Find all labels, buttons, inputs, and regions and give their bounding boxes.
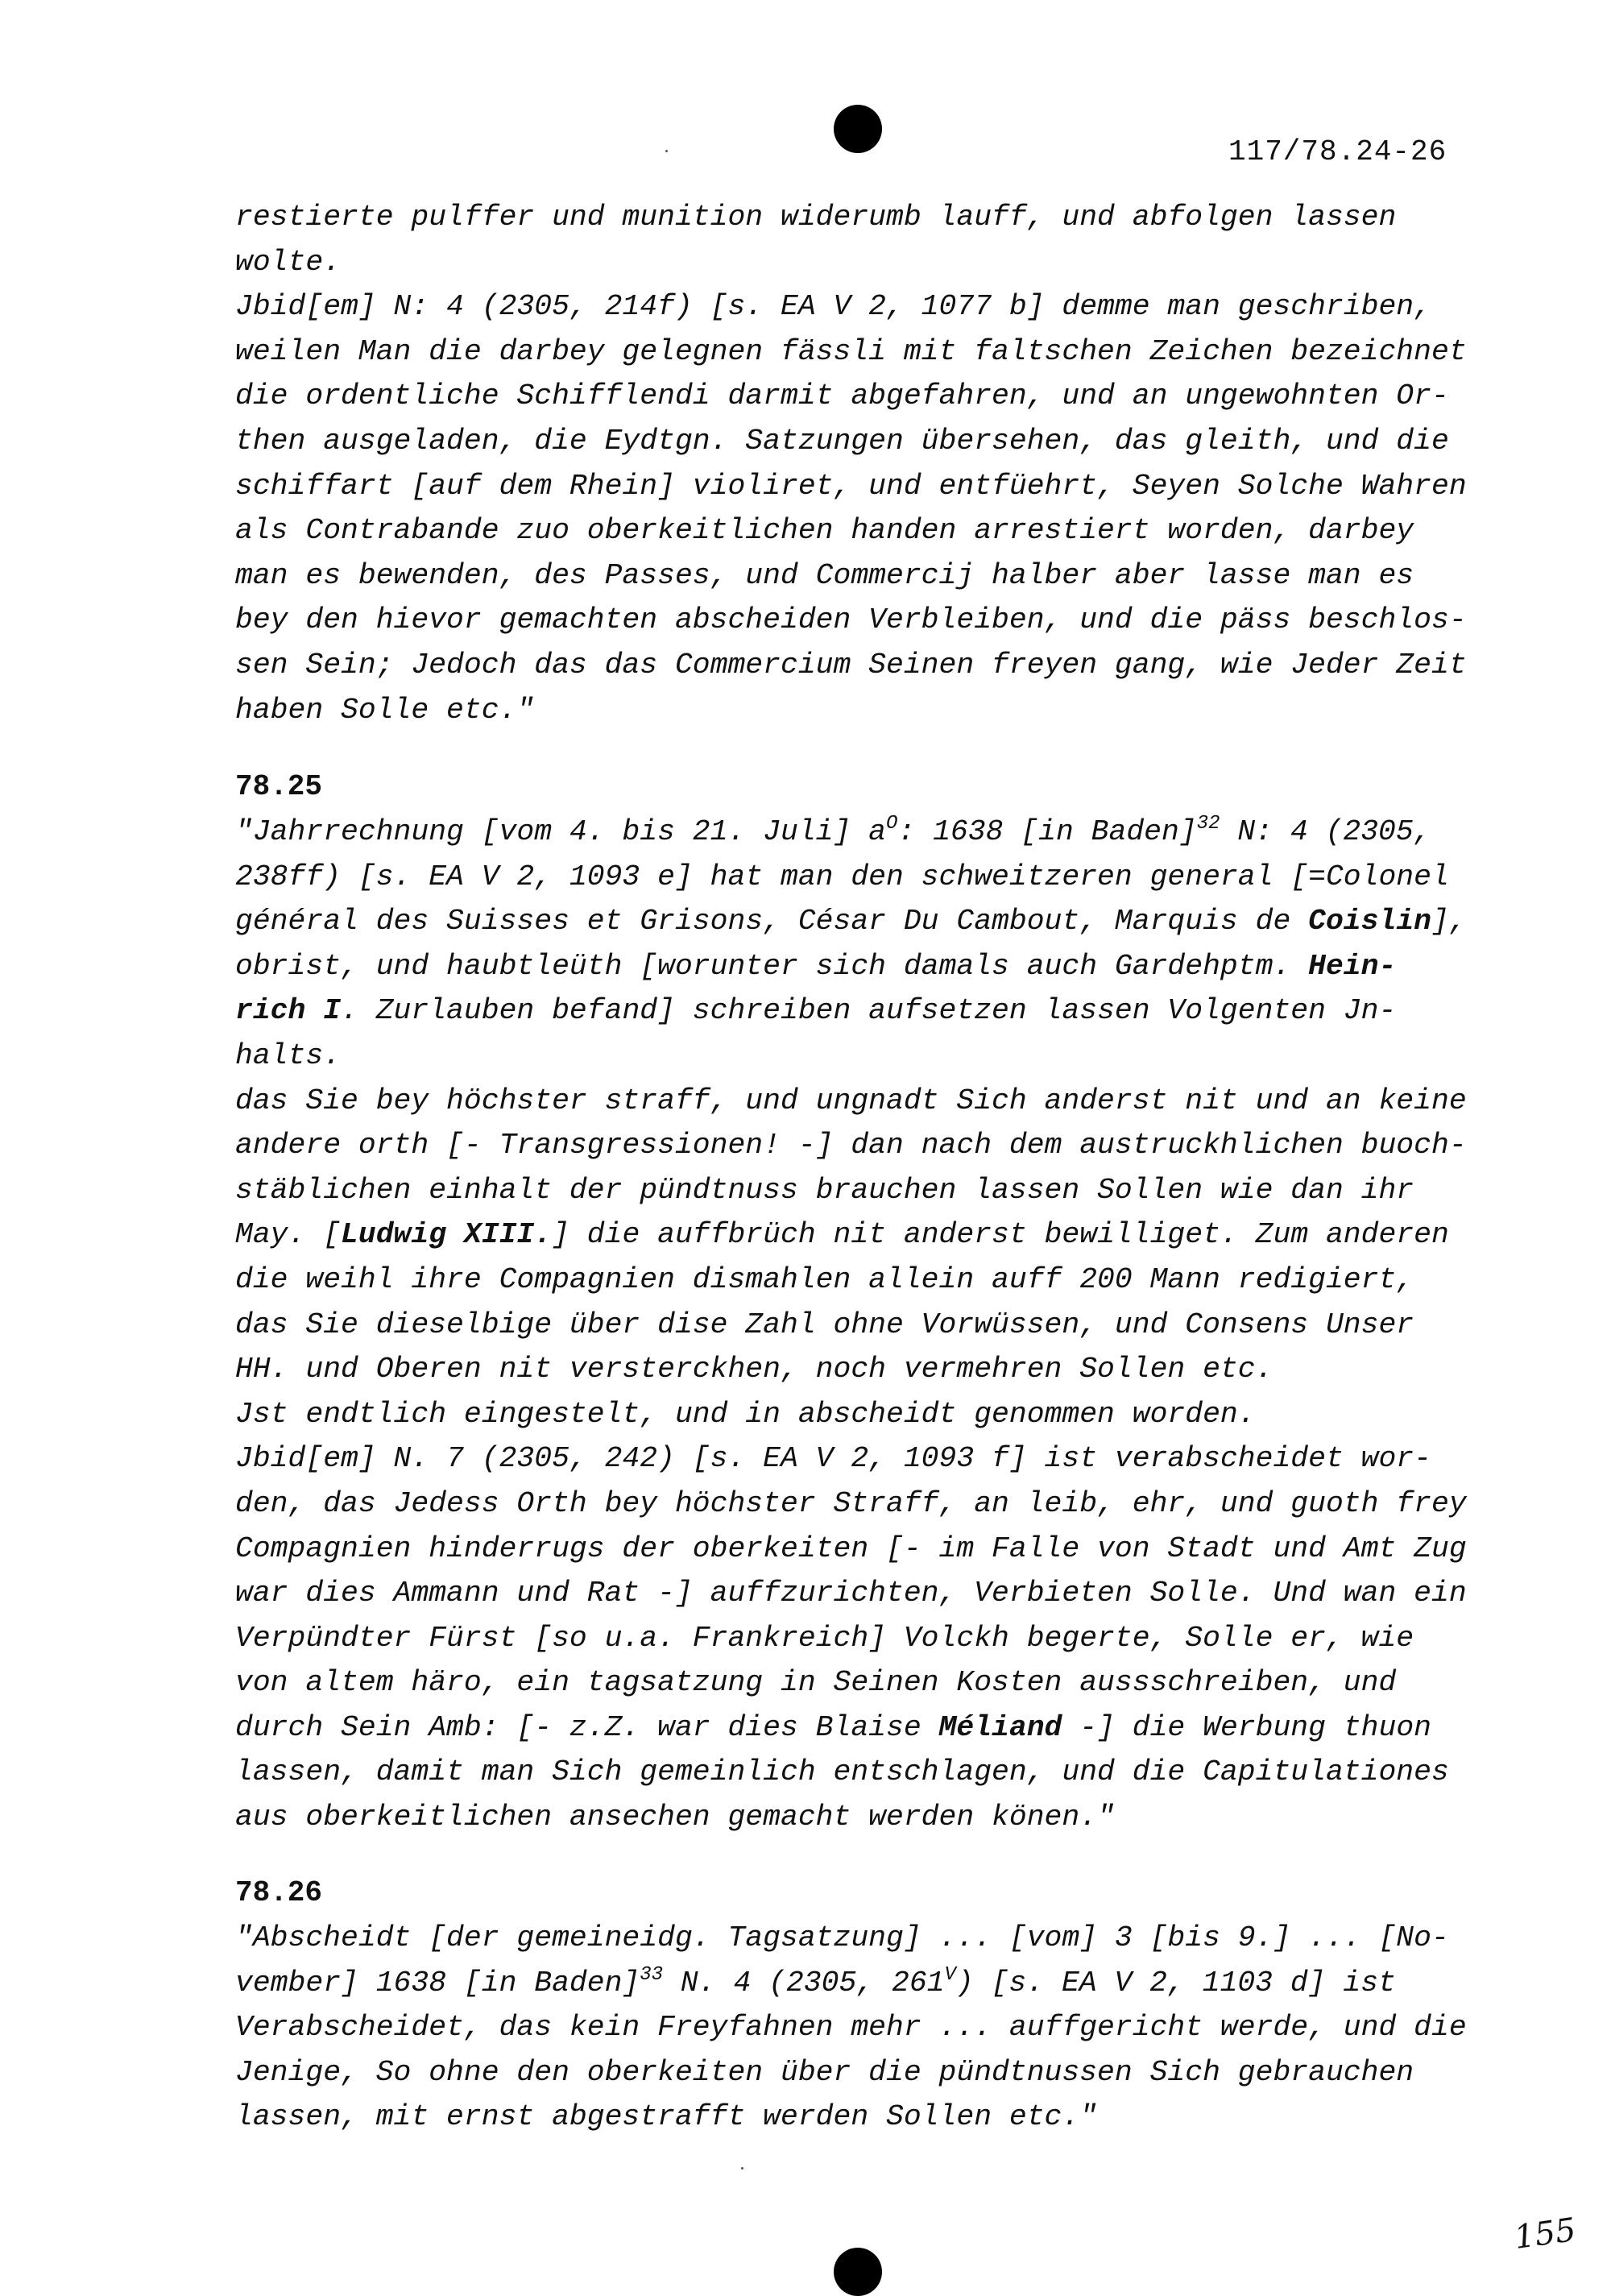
text-line xyxy=(235,374,1467,419)
superscript: 32 xyxy=(1196,813,1220,835)
text-line xyxy=(235,1660,1467,1705)
text-run: général des Suisses et Grisons, César Du Cambout, Marquis de xyxy=(235,905,1309,939)
text-run: bey den hievor gemachten abscheiden Verbleiben, und die päss beschlos- xyxy=(235,603,1467,637)
text-line xyxy=(235,1436,1467,1482)
text-run: Jbid[em] N. 7 (2305, 242) [s. EA V 2, 1093 f] ist verabscheidet wor- xyxy=(235,1442,1431,1476)
text-line xyxy=(235,1079,1467,1124)
text-line xyxy=(235,598,1467,643)
text-line xyxy=(235,1034,1467,1079)
text-run: den, das Jedess Orth bey höchster Straff, an leib, ehr, und guoth frey xyxy=(235,1486,1467,1520)
text-run: obrist, und haubtleüth [worunter sich damals auch Gardehptm. xyxy=(235,949,1309,983)
text-line xyxy=(235,240,1467,285)
text-line xyxy=(235,643,1467,688)
section-body xyxy=(235,195,1467,732)
text-run: Verpündter Fürst [so u.a. Frankreich] Volckh begerte, Solle er, wie xyxy=(235,1621,1414,1655)
text-run: then ausgeladen, die Eydtgn. Satzungen übersehen, das gleith, und die xyxy=(235,424,1449,458)
text-run: schiffart [auf dem Rhein] violiret, und entfüehrt, Seyen Solche Wahren xyxy=(235,469,1467,503)
handwritten-page-number: 155 xyxy=(1512,2211,1579,2257)
bold-name: Coislin xyxy=(1308,905,1431,939)
text-run: die ordentliche Schifflendi darmit abgefahren, und an ungewohnten Or- xyxy=(235,379,1449,413)
section-body xyxy=(235,1916,1467,2140)
text-run: weilen Man die darbey gelegnen fässli mit faltschen Zeichen bezeichnet xyxy=(235,334,1467,368)
text-line xyxy=(235,1616,1467,1661)
text-line xyxy=(235,1961,1467,2006)
scan-speck xyxy=(665,150,668,152)
text-run: Jst endtlich eingestelt, und in abscheidt genommen worden. xyxy=(235,1397,1256,1431)
text-run: andere orth [- Transgressionen! -] dan nach dem austruckhlichen buoch- xyxy=(235,1129,1467,1163)
text-line xyxy=(235,1750,1467,1795)
punch-hole-top xyxy=(834,105,882,153)
text-line xyxy=(235,688,1467,733)
text-run: lassen, damit man Sich gemeinlich entschlagen, und die Capitulationes xyxy=(235,1755,1449,1789)
punch-hole-bottom xyxy=(834,2248,882,2296)
text-run: als Contrabande zuo oberkeitlichen handen arrestiert worden, darbey xyxy=(235,514,1414,548)
text-line xyxy=(235,508,1467,553)
text-run: Jenige, So ohne den oberkeiten über die pündtnussen Sich gebrauchen xyxy=(235,2055,1414,2089)
text-line xyxy=(235,855,1467,900)
superscript: 33 xyxy=(640,1963,664,1986)
text-run: ) [s. EA V 2, 1103 d] ist xyxy=(955,1966,1396,2000)
section-heading: 78.26 xyxy=(235,1876,323,1909)
text-run: "Jahrrechnung [vom 4. bis 21. Juli] a xyxy=(235,815,887,848)
text-line xyxy=(235,2095,1467,2140)
text-line xyxy=(235,1347,1467,1392)
text-line xyxy=(235,329,1467,375)
text-run: stäblichen einhalt der pündtnuss brauchen lassen Sollen wie dan ihr xyxy=(235,1173,1414,1207)
text-run: May. [ xyxy=(235,1218,342,1252)
text-line xyxy=(235,1705,1467,1751)
text-line xyxy=(235,419,1467,464)
text-run: haben Solle etc." xyxy=(235,693,535,727)
text-run: "Abscheidt [der gemeineidg. Tagsatzung] ... [vom] 3 [bis 9.] ... [No- xyxy=(235,1921,1449,1954)
text-line xyxy=(235,553,1467,599)
text-run: -] die Werbung thuon xyxy=(1062,1710,1432,1744)
page-reference: 117/78.24-26 xyxy=(1228,135,1447,168)
text-line xyxy=(235,2050,1467,2095)
text-run: das Sie bey höchster straff, und ungnadt Sich anderst nit und an keine xyxy=(235,1084,1467,1117)
text-run: vember] 1638 [in Baden] xyxy=(235,1966,640,2000)
text-line xyxy=(235,1258,1467,1303)
text-line xyxy=(235,1795,1467,1840)
bold-name: rich I xyxy=(235,994,342,1028)
text-run: wolte. xyxy=(235,245,342,279)
text-line xyxy=(235,944,1467,989)
text-line xyxy=(235,1571,1467,1616)
text-run: ] die auffbrüch nit anderst bewilliget. Zum anderen xyxy=(552,1218,1449,1252)
text-run: die weihl ihre Compagnien dismahlen allein auff 200 Mann redigiert, xyxy=(235,1262,1414,1296)
text-run: Jbid[em] N: 4 (2305, 214f) [s. EA V 2, 1077 b] demme man geschriben, xyxy=(235,290,1431,324)
text-line xyxy=(235,899,1467,944)
text-run: man es bewenden, des Passes, und Commercij halber aber lasse man es xyxy=(235,558,1414,592)
text-run: aus oberkeitlichen ansechen gemacht werden könen." xyxy=(235,1801,1115,1834)
text-run: . Zurlauben befand] schreiben aufsetzen lassen Volgenten Jn- xyxy=(341,994,1397,1028)
text-line xyxy=(235,1168,1467,1213)
text-run: Verabscheidet, das kein Freyfahnen mehr ... auffgericht werde, und die xyxy=(235,2011,1467,2045)
text-run: lassen, mit ernst abgestrafft werden Sollen etc." xyxy=(235,2100,1098,2134)
scan-speck xyxy=(741,2167,743,2170)
text-run: restierte pulffer und munition widerumb lauff, und abfolgen lassen xyxy=(235,201,1397,234)
text-line xyxy=(235,988,1467,1034)
bold-name: Méliand xyxy=(938,1710,1062,1744)
text-line xyxy=(235,1916,1467,1961)
text-run: halts. xyxy=(235,1038,342,1072)
text-run: 238ff) [s. EA V 2, 1093 e] hat man den schweitzeren general [=Colonel xyxy=(235,860,1449,893)
superscript: O xyxy=(886,813,898,835)
text-run: von altem häro, ein tagsatzung in Seinen Kosten aussschreiben, und xyxy=(235,1666,1397,1700)
section-heading: 78.25 xyxy=(235,770,323,803)
text-line xyxy=(235,810,1467,855)
text-line xyxy=(235,195,1467,240)
text-run: war dies Ammann und Rat -] auffzurichten, Verbieten Solle. Und wan ein xyxy=(235,1577,1467,1610)
text-line xyxy=(235,2005,1467,2050)
bold-name: Hein- xyxy=(1308,949,1397,983)
text-run: N. 4 (2305, 261 xyxy=(663,1966,945,2000)
text-run: : 1638 [in Baden] xyxy=(897,815,1197,848)
text-run: das Sie dieselbige über dise Zahl ohne Vorwüssen, und Consens Unser xyxy=(235,1308,1414,1341)
text-line xyxy=(235,1303,1467,1348)
text-run: sen Sein; Jedoch das das Commercium Seinen freyen gang, wie Jeder Zeit xyxy=(235,648,1467,682)
superscript: V xyxy=(944,1963,956,1986)
bold-name: Ludwig XIII. xyxy=(341,1218,553,1252)
section-body xyxy=(235,810,1467,1840)
text-run: durch Sein Amb: [- z.Z. war dies Blaise xyxy=(235,1710,939,1744)
text-run: N: 4 (2305, xyxy=(1220,815,1431,848)
text-line xyxy=(235,464,1467,509)
text-line xyxy=(235,284,1467,329)
text-line xyxy=(235,1527,1467,1572)
text-run: Compagnien hinderrugs der oberkeiten [- im Falle von Stadt und Amt Zug xyxy=(235,1531,1467,1565)
text-line xyxy=(235,1482,1467,1527)
text-line xyxy=(235,1212,1467,1258)
text-run: ], xyxy=(1431,905,1467,939)
text-run: HH. und Oberen nit versterckhen, noch vermehren Sollen etc. xyxy=(235,1353,1273,1386)
text-line xyxy=(235,1123,1467,1168)
text-line xyxy=(235,1392,1467,1437)
